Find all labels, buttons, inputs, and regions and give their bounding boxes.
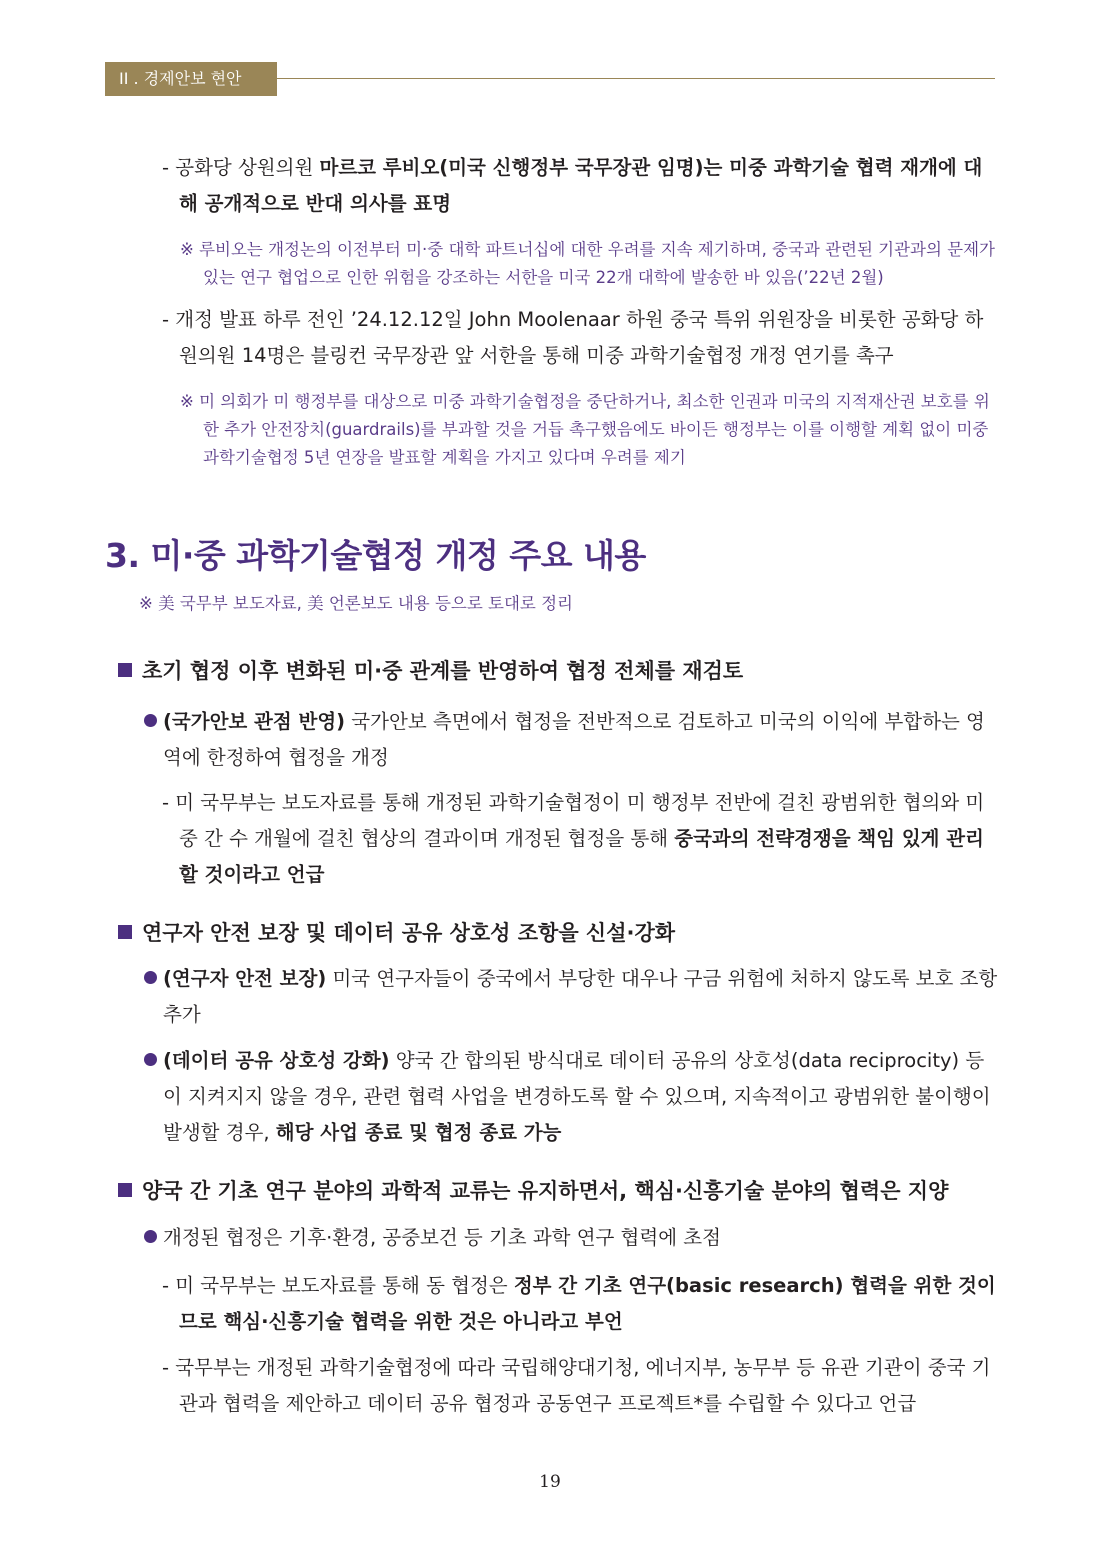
square-bullet-icon [118,663,132,677]
square-bullet-icon [118,925,132,939]
section-title: 3. 미·중 과학기술협정 개정 주요 내용 [105,536,646,575]
page-number: 19 [539,1472,561,1492]
square-bullet-icon [118,1183,132,1197]
dash-basic-research-purpose: - 미 국무부는 보도자료를 통해 동 협정은 정부 간 기초 연구(basic research) 협력을 위한 것이므로 핵심·신흥기술 협력을 위한 것은 아니라고 부언 [162,1274,996,1333]
circle-bullet-icon [144,714,157,727]
dash-agency-cooperation: - 국무부는 개정된 과학기술협정에 따라 국립해양대기청, 에너지부, 농무부 등 유관 기관이 중국 기관과 협력을 제안하고 데이터 공유 협정과 공동연구 프로젝트*를 수립할 수 있다고 언급 [162,1356,991,1415]
subsection-heading-2: 연구자 안전 보장 및 데이터 공유 상호성 조항을 신설·강화 [118,917,998,949]
intro-dash-rubio: - 공화당 상원의원 마르코 루비오(미국 신행정부 국무장관 임명)는 미중 과학기술 협력 재개에 대해 공개적으로 반대 의사를 표명 [162,156,983,215]
intro-dash-moolenaar: - 개정 발표 하루 전인 ’24.12.12일 John Moolenaar 하원 중국 특위 위원장을 비롯한 공화당 하원의원 14명은 블링컨 국무장관 앞 서한을 통해 미중 과학기술협정 개정 연기를 촉구 [162,308,984,367]
bullet-basic-research: 개정된 협정은 기후·환경, 공중보건 등 기초 과학 연구 협력에 초점 [144,1220,998,1256]
bullet-researcher-safety: (연구자 안전 보장) 미국 연구자들이 중국에서 부당한 대우나 구금 위험에 처하지 않도록 보호 조항 추가 [144,961,998,1033]
bullet-national-security: (국가안보 관점 반영) 국가안보 측면에서 협정을 전반적으로 검토하고 미국의 이익에 부합하는 영역에 한정하여 협정을 개정 [144,704,998,776]
subsection-heading-3: 양국 간 기초 연구 분야의 과학적 교류는 유지하면서, 핵심·신흥기술 분야의 협력은 지양 [118,1175,998,1207]
intro-note-congress: ※ 미 의회가 미 행정부를 대상으로 미중 과학기술협정을 중단하거나, 최소한 인권과 미국의 지적재산권 보호를 위한 추가 안전장치(guardrails)를 부과할 것을 거듭 촉구했음에도 바이든 행정부는 이를 이행할 계획 없이 미중 과학기술협정 5년 연장을 발표할 계획을 가지고 있다며 우려를 제기 [180,392,990,467]
intro-note-rubio: ※ 루비오는 개정논의 이전부터 미·중 대학 파트너십에 대한 우려를 지속 제기하며, 중국과 관련된 기관과의 문제가 있는 연구 협업으로 인한 위험을 강조하는 서한을 미국 22개 대학에 발송한 바 있음(’22년 2월) [180,240,995,287]
circle-bullet-icon [144,1230,157,1243]
subsection-heading-1: 초기 협정 이후 변화된 미·중 관계를 반영하여 협정 전체를 재검토 [118,655,998,687]
bullet-data-reciprocity: (데이터 공유 상호성 강화) 양국 간 합의된 방식대로 데이터 공유의 상호성(data reciprocity) 등이 지켜지지 않을 경우, 관련 협력 사업을 변경하도록 할 수 있으며, 지속적이고 광범위한 불이행이 발생할 경우, 해당 사업 종료 및 협정 종료 가능 [144,1043,998,1151]
dash-state-dept-press: - 미 국무부는 보도자료를 통해 개정된 과학기술협정이 미 행정부 전반에 걸친 광범위한 협의와 미중 간 수 개월에 걸친 협상의 결과이며 개정된 협정을 통해 중국과의 전략경쟁을 책임 있게 관리할 것이라고 언급 [162,791,985,886]
chapter-header [105,62,995,96]
circle-bullet-icon [144,1053,157,1066]
chapter-tag: II . 경제안보 현안 [105,62,277,96]
circle-bullet-icon [144,971,157,984]
header-rule [277,78,995,79]
section-source-note: ※ 美 국무부 보도자료, 美 언론보도 내용 등으로 토대로 정리 [139,594,573,613]
